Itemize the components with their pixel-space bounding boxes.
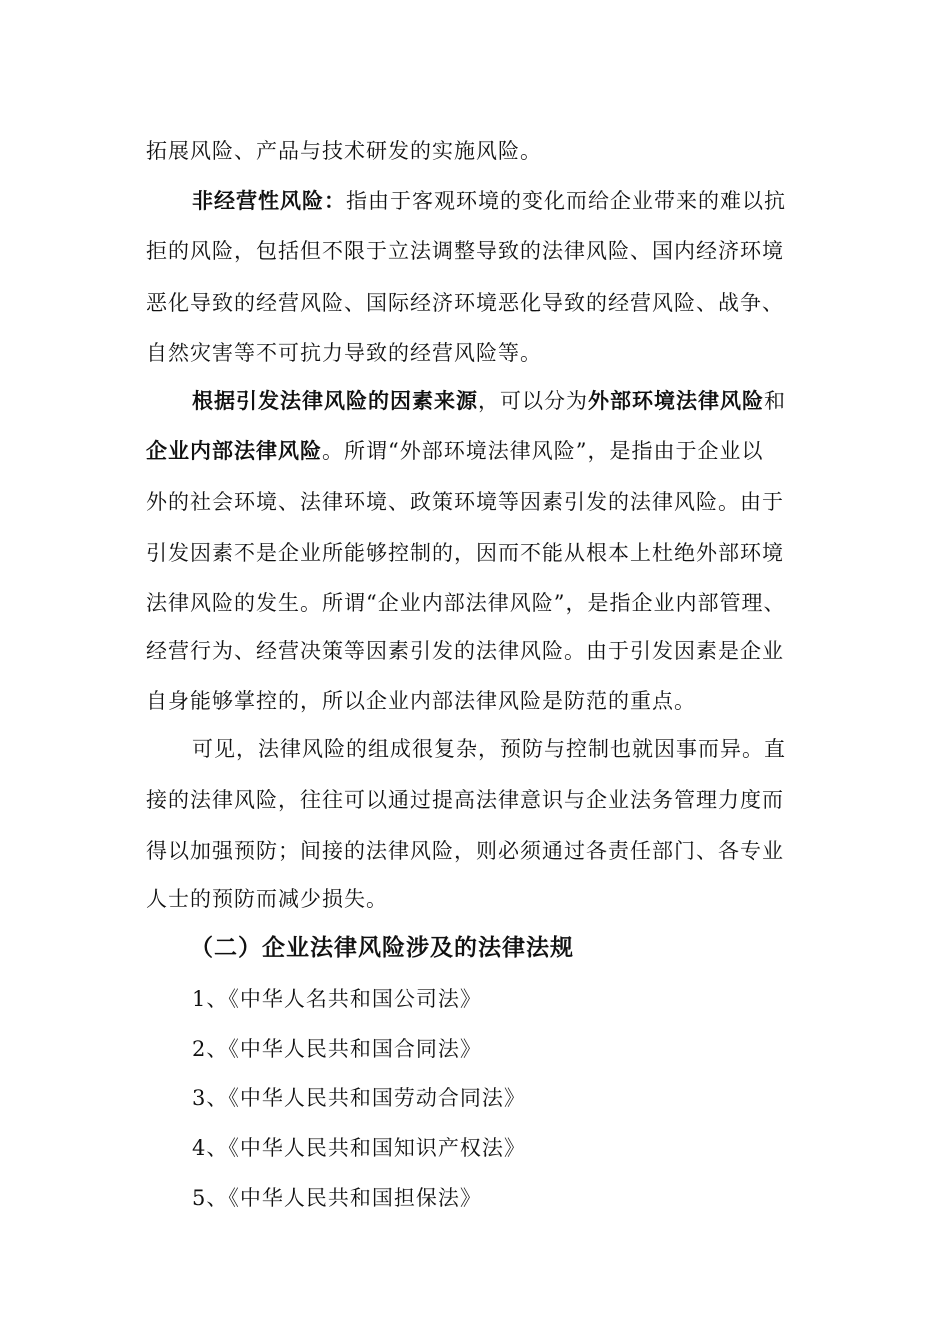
paragraph-line [146, 436, 806, 466]
paragraph-line [192, 186, 852, 216]
text: 接的法律风险，往往可以通过提高法律意识与企业法务管理力度而 [146, 788, 784, 812]
paragraph-line [146, 288, 806, 318]
bold-term: 根据引发法律风险的因素来源 [192, 388, 478, 413]
bold-term: 非经营性风险： [192, 188, 346, 213]
paragraph-line [146, 136, 806, 166]
paragraph-line [146, 636, 806, 666]
text: 得以加强预防；间接的法律风险，则必须通过各责任部门、各专业 [146, 839, 784, 863]
text: 自身能够掌控的，所以企业内部法律风险是防范的重点。 [146, 689, 696, 713]
text: 可见，法律风险的组成很复杂，预防与控制也就因事而异。直 [192, 737, 786, 761]
text: 指由于客观环境的变化而给企业带来的难以抗 [346, 189, 786, 213]
list-item: 5、《中华人民共和国担保法》 [192, 1186, 482, 1210]
paragraph-line [192, 386, 852, 416]
text: 法律风险的发生。所谓“企业内部法律风险”，是指企业内部管理、 [146, 591, 786, 615]
list-item: 1、《中华人名共和国公司法》 [192, 987, 482, 1011]
text: ，可以分为 [478, 389, 588, 413]
paragraph-line [146, 588, 806, 618]
paragraph-line [146, 884, 806, 914]
paragraph-line [192, 734, 852, 764]
text: 。所谓“外部环境法律风险”，是指由于企业以 [322, 439, 764, 463]
paragraph-line [146, 338, 806, 368]
paragraph-line [146, 686, 806, 716]
text: 外的社会环境、法律环境、政策环境等因素引发的法律风险。由于 [146, 490, 784, 514]
list-item: 2、《中华人民共和国合同法》 [192, 1037, 482, 1061]
text: 拓展风险、产品与技术研发的实施风险。 [146, 139, 542, 163]
paragraph-line [146, 836, 806, 866]
paragraph-line [146, 785, 806, 815]
text: 引发因素不是企业所能够控制的，因而不能从根本上杜绝外部环境 [146, 541, 784, 565]
text: 人士的预防而减少损失。 [146, 887, 388, 911]
bold-term: 企业内部法律风险 [146, 438, 322, 463]
text: 拒的风险，包括但不限于立法调整导致的法律风险、国内经济环境 [146, 239, 784, 263]
text: 自然灾害等不可抗力导致的经营风险等。 [146, 341, 542, 365]
bold-term: 外部环境法律风险 [588, 388, 764, 413]
paragraph-line [146, 236, 806, 266]
list-item: 4、《中华人民共和国知识产权法》 [192, 1136, 526, 1160]
text: 和 [764, 389, 786, 413]
paragraph-line [146, 538, 806, 568]
section-heading: （二）企业法律风险涉及的法律法规 [190, 935, 574, 961]
paragraph-line [146, 487, 806, 517]
text: 经营行为、经营决策等因素引发的法律风险。由于引发因素是企业 [146, 639, 784, 663]
text: 恶化导致的经营风险、国际经济环境恶化导致的经营风险、战争、 [146, 291, 784, 315]
list-item: 3、《中华人民共和国劳动合同法》 [192, 1086, 526, 1110]
